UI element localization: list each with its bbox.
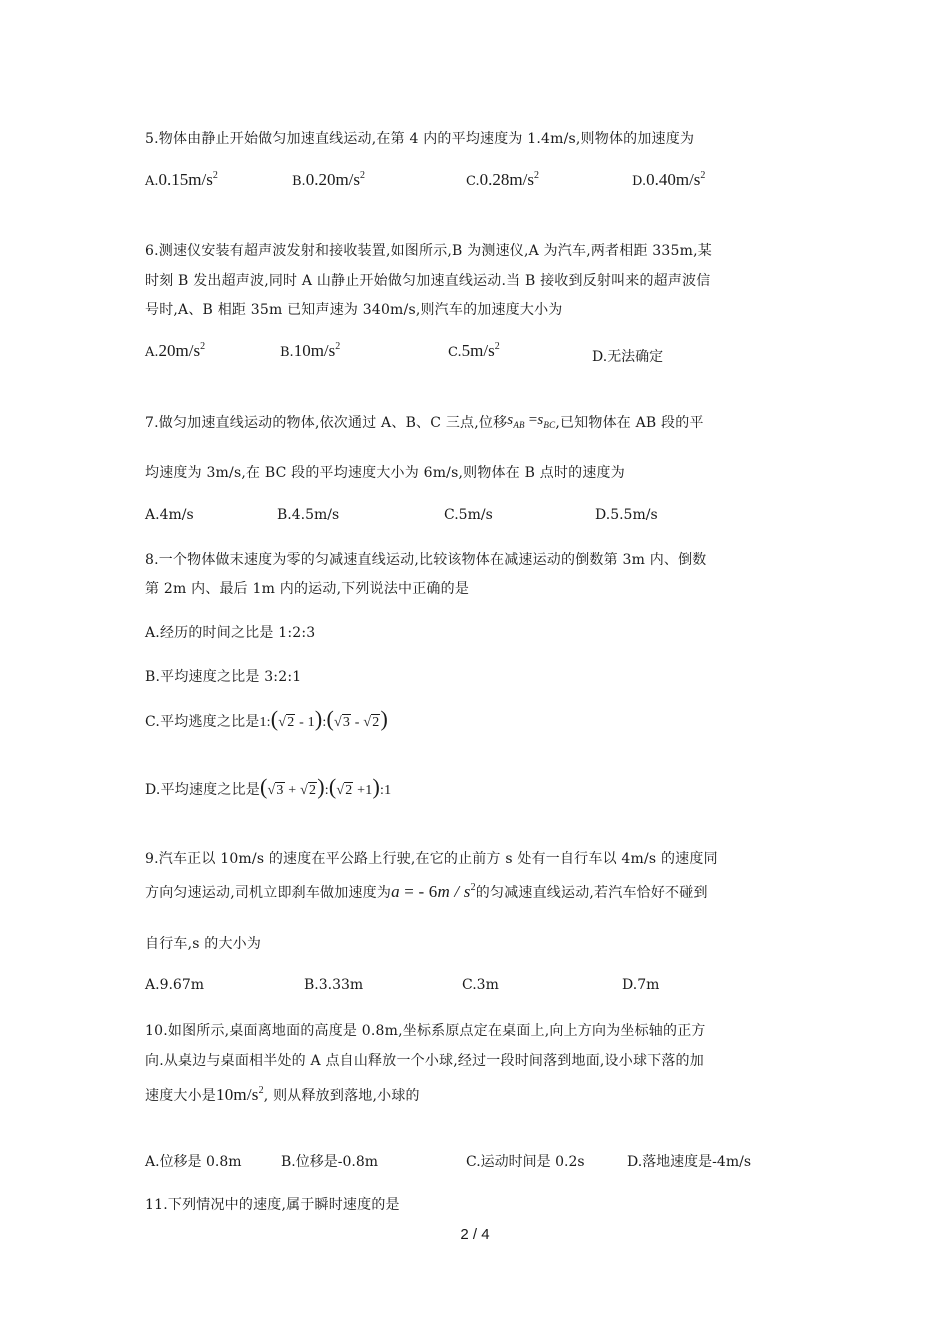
q7-option-a: A.4m/s xyxy=(145,507,194,523)
q6-option-a: $A.20m/s^2$ xyxy=(145,341,206,360)
q9-option-b: B.3.33m xyxy=(304,977,364,993)
q10-stem-line-3: 速度大小是$10m/s^2$, 则从释放到落地,小球的 xyxy=(145,1085,420,1104)
q10-option-b: B.位移是-0.8m xyxy=(281,1154,379,1170)
q6-stem-line-1: 6.测速仪安装有超声波发射和接收装置,如图所示,B 为测速仪,A 为汽车,两者相距 335m,某 xyxy=(145,243,712,259)
q6-stem-line-2: 时刻 B 发出超声波,同时 A 山静止开始做匀加速直线运动.当 B 接收到反射叫来的超声波信 xyxy=(145,273,711,289)
q10-acceleration-value: $10m/s^2$ xyxy=(216,1085,264,1104)
q6-stem-line-3: 号时,A、B 相距 35m 已知声速为 340m/s,则汽车的加速度大小为 xyxy=(145,302,563,318)
q5-option-a: $A.0.15m/s^2$ xyxy=(145,170,218,189)
q9-option-c: C.3m xyxy=(462,977,499,993)
q10-stem-line-1: 10.如图所示,桌面离地面的高度是 0.8m,坐标系原点定在桌面上,向上方向为坐标轴的正方 xyxy=(145,1023,706,1039)
q9-acceleration-formula: a = - $6m / s^2$ xyxy=(391,882,476,901)
q8-ratio-c: 1:(√2 - 1):(√3 - √2) xyxy=(259,706,388,731)
q7-option-c: C.5m/s xyxy=(444,507,493,523)
q5-option-c: $C.0.28m/s^2$ xyxy=(466,170,539,189)
q7-stem-line-2: 均速度为 3m/s,在 BC 段的平均速度大小为 6m/s,则物体在 B 点时的速度为 xyxy=(145,465,625,481)
q8-option-d: D.平均速度之比是(√3 + √2):(√2 +1):1 xyxy=(145,774,392,799)
q9-stem-line-2: 方向匀速运动,司机立即刹车做加速度为a = - $6m / s^2$的匀减速直线运动,若汽车恰好不碰到 xyxy=(145,882,708,901)
q7-option-d: D.5.5m/s xyxy=(595,507,658,523)
q10-option-a: A.位移是 0.8m xyxy=(145,1154,242,1170)
q9-option-a: A.9.67m xyxy=(145,977,205,993)
q8-stem-line-1: 8.一个物体做末速度为零的匀减速直线运动,比较该物体在减速运动的倒数第 3m 内、倒数 xyxy=(145,552,707,568)
q6-option-c: $C.5m/s^2$ xyxy=(448,341,500,360)
q5-stem: 5.物体由静止开始做匀加速直线运动,在第 4 内的平均速度为 1.4m/s,则物体的加速度为 xyxy=(145,131,695,147)
q10-stem-line-2: 向.从桌边与桌面相半处的 A 点自山释放一个小球,经过一段时间落到地面,设小球下落的加 xyxy=(145,1053,704,1069)
q9-option-d: D.7m xyxy=(622,977,660,993)
q6-option-d: D.无法确定 xyxy=(592,349,664,365)
q10-option-c: C.运动时间是 0.2s xyxy=(466,1154,585,1170)
q7-option-b: B.4.5m/s xyxy=(277,507,340,523)
q8-stem-line-2: 第 2m 内、最后 1m 内的运动,下列说法中正确的是 xyxy=(145,581,470,597)
q8-ratio-d: (√3 + √2):(√2 +1):1 xyxy=(259,774,392,799)
q10-option-d: D.落地速度是-4m/s xyxy=(627,1154,752,1170)
q8-option-c: C.平均逃度之比是1:(√2 - 1):(√3 - √2) xyxy=(145,706,388,731)
q9-stem-line-1: 9.汽车正以 10m/s 的速度在平公路上行驶,在它的止前方 s 处有一自行车以 4m/s 的速度同 xyxy=(145,851,718,867)
q11-stem: 11.下列情况中的速度,属于瞬时速度的是 xyxy=(145,1197,400,1213)
q9-stem-line-3: 自行车,s 的大小为 xyxy=(145,936,262,952)
q5-option-d: $D.0.40m/s^2$ xyxy=(632,170,706,189)
q7-displacement-formula: $s_{AB} =s_{BC}$ xyxy=(507,412,556,430)
q8-option-b: B.平均速度之比是 3:2:1 xyxy=(145,669,302,685)
q6-option-b: $B.10m/s^2$ xyxy=(280,341,341,360)
q7-stem-line-1: 7.做匀加速直线运动的物体,依次通过 A、B、C 三点,位移$s_{AB} =s_{BC}$,已知物体在 AB 段的平 xyxy=(145,412,704,431)
q8-option-a: A.经历的时间之比是 1:2:3 xyxy=(145,625,316,641)
q5-option-b: $B.0.20m/s^2$ xyxy=(292,170,365,189)
page-number: 2 / 4 xyxy=(460,1226,490,1243)
